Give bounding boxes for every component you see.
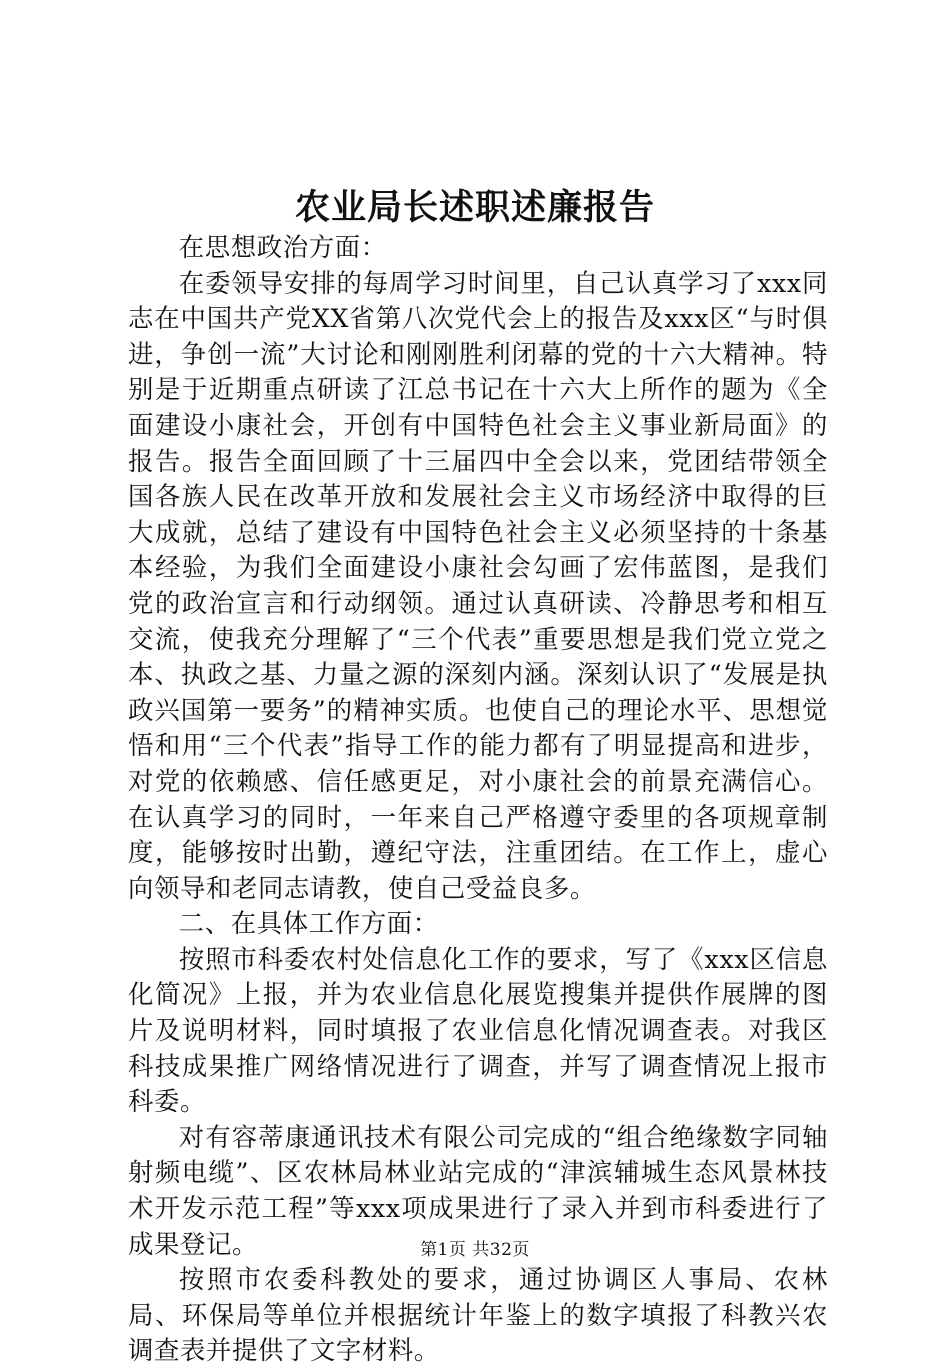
- page-footer: 第1页 共32页: [420, 1240, 530, 1260]
- document-body: [128, 230, 828, 1369]
- section-heading: 二、在具体工作方面：: [178, 908, 439, 939]
- section-heading: 在思想政治方面：: [178, 232, 387, 262]
- paragraph: 按照市科委农村处信息化工作的要求，写了《xxx区信息化简况》上报，并为农业信息化展览搜集并提供作展牌的图片及说明材料，同时填报了农业信息化情况调查表。对我区科技成果推广网络情况进行了调查，并写了调查情况上报市科委。: [128, 943, 828, 1117]
- paragraph: 按照市农委科教处的要求，通过协调区人事局、农林局、环保局等单位并根据统计年鉴上的数字填报了科教兴农调查表并提供了文字材料。: [128, 1264, 828, 1366]
- page-title: 农业局长述职述廉报告: [294, 187, 655, 228]
- paragraph: 对有容蒂康通讯技术有限公司完成的“组合绝缘数字同轴射频电缆”、区农林局林业站完成的“津滨辅城生态风景林技术开发示范工程”等xxx项成果进行了录入并到市科委进行了成果登记。: [128, 1121, 828, 1259]
- paragraph: 在委领导安排的每周学习时间里，自己认真学习了xxx同志在中国共产党XX省第八次党代会上的报告及xxx区“与时俱进，争创一流”大讨论和刚刚胜利闭幕的党的十六大精神。特别是于近期重点研读了江总书记在十六大上所作的题为《全面建设小康社会，开创有中国特色社会主义事业新局面》的报告。报告全面回顾了十三届四中全会以来，党团结带领全国各族人民在改革开放和发展社会主义市场经济中取得的巨大成就，总结了建设有中国特色社会主义必须坚持的十条基本经验，为我们全面建设小康社会勾画了宏伟蓝图，是我们党的政治宣言和行动纲领。通过认真研读、冷静思考和相互交流，使我充分理解了“三个代表”重要思想是我们党立党之本、执政之基、力量之源的深刻内涵。深刻认识了“发展是执政兴国第一要务”的精神实质。也使自己的理论水平、思想觉悟和用“三个代表”指导工作的能力都有了明显提高和进步，对党的依赖感、信任感更足，对小康社会的前景充满信心。在认真学习的同时，一年来自己严格遵守委里的各项规章制度，能够按时出勤，遵纪守法，注重团结。在工作上，虚心向领导和老同志请教，使自己受益良多。: [128, 267, 828, 903]
